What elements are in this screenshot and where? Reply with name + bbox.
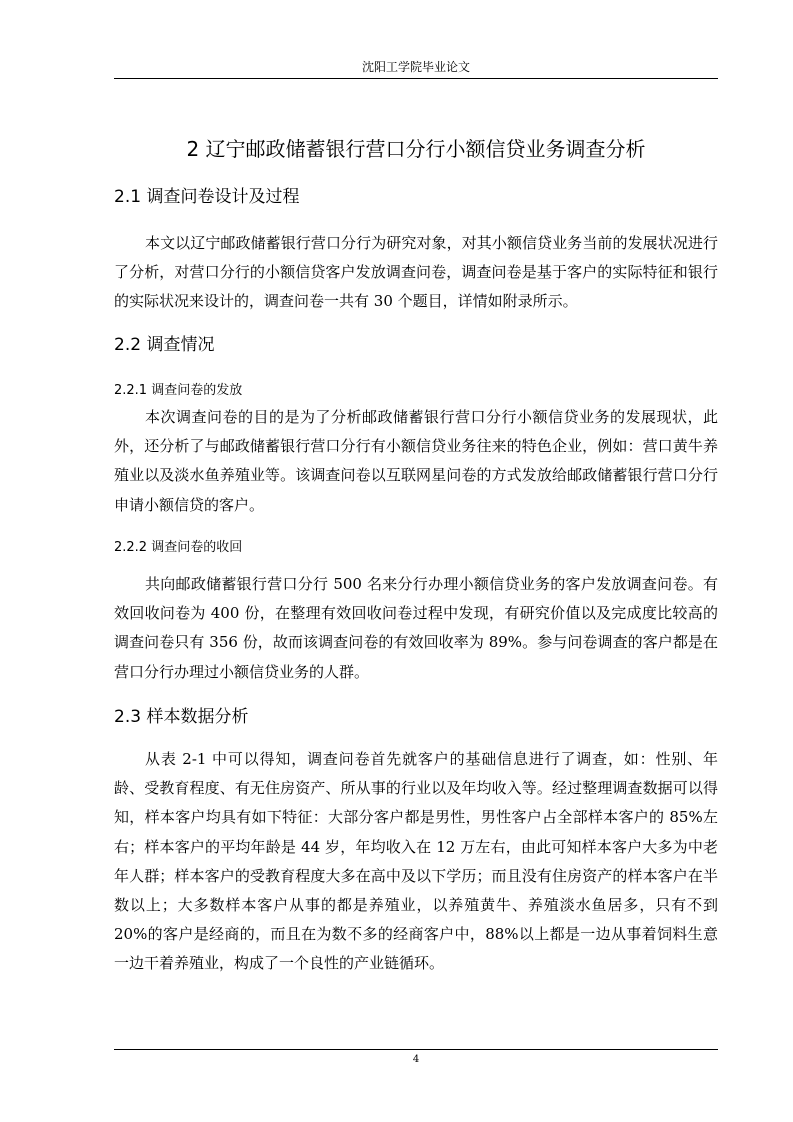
footer-rule [114,1049,718,1050]
page-header: 沈阳工学院毕业论文 [361,60,470,74]
section-heading-2-1: 2.1 调查问卷设计及过程 [114,187,300,207]
subsection-heading-2-2-2: 2.2.2 调查问卷的收回 [114,540,243,555]
page-number: 4 [412,1054,420,1065]
paragraph-2-1: 本文以辽宁邮政储蓄银行营口分行为研究对象，对其小额信贷业务当前的发展状况进行了分析，对营口分行的小额信贷客户发放调查问卷，调查问卷是基于客户的实际特征和银行的实际状况来设计的，调查问卷一共有 30 个题目，详情如附录所示。 [114,234,718,311]
paragraph-2-2-2: 共向邮政储蓄银行营口分行 500 名来分行办理小额信贷业务的客户发放调查问卷。有效回收问卷为 400 份，在整理有效回收问卷过程中发现，有研究价值以及完成度比较高的调查问卷只有 356 份，故而该调查问卷的有效回收率为 89%。参与问卷调查的客户都是在营口分行办理过小额信贷业务的人群。 [114,575,718,681]
section-heading-2-3: 2.3 样本数据分析 [114,707,249,727]
paragraph-2-2-1: 本次调查问卷的目的是为了分析邮政储蓄银行营口分行小额信贷业务的发展现状，此外，还分析了与邮政储蓄银行营口分行有小额信贷业务往来的特色企业，例如：营口黄牛养殖业以及淡水鱼养殖业等。该调查问卷以互联网星问卷的方式发放给邮政储蓄银行营口分行申请小额信贷的客户。 [114,408,718,514]
paragraph-2-3: 从表 2-1 中可以得知，调查问卷首先就客户的基础信息进行了调查，如：性别、年龄、受教育程度、有无住房资产、所从事的行业以及年均收入等。经过整理调查数据可以得知，样本客户均具有如下特征：大部分客户都是男性，男性客户占全部样本客户的 85%左右；样本客户的平均年龄是 44 岁，年均收入在 12 万左右，由此可知样本客户大多为中老年人群；样本客户的受教育程度大多在高中及以下学历；而且没有住房资产的样本客户在半数以上；大多数样本客户从事的都是养殖业，以养殖黄牛、养殖淡水鱼居多，只有不到 20%的客户是经商的，而且在为数不多的经商客户中，88%以上都是一边从事着饲料生意一边干着养殖业，构成了一个良性的产业链循环。 [114,750,718,973]
subsection-heading-2-2-1: 2.2.1 调查问卷的发放 [114,383,243,398]
section-heading-2-2: 2.2 调查情况 [114,335,215,355]
chapter-title: 2 辽宁邮政储蓄银行营口分行小额信贷业务调查分析 [186,137,646,161]
header-rule [114,78,718,79]
